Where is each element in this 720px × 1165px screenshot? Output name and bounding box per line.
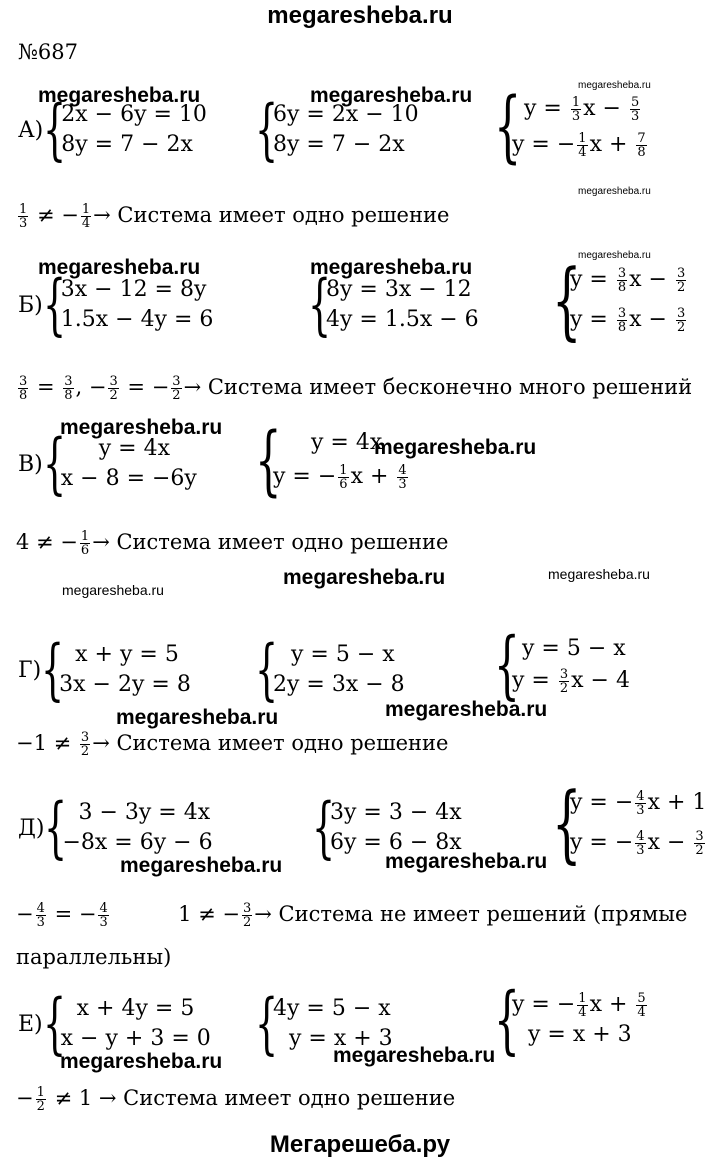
equation: x − y + 3 = 0	[60, 1026, 211, 1051]
watermark: megaresheba.ru	[548, 566, 650, 582]
part-g-system-3	[494, 622, 630, 708]
brace: {	[42, 985, 66, 1062]
watermark: megaresheba.ru	[578, 186, 651, 197]
brace: {	[494, 622, 520, 708]
part-e-system-3	[494, 977, 649, 1063]
part-g-system-2	[255, 631, 405, 708]
part-v-conclusion: 4 ≠ − $\frac{1}{6}$ → Система имеет одно решение	[16, 529, 449, 558]
part-v-system-2	[255, 415, 410, 504]
equation: y = − $\frac{1}{6}$ x + $\frac{4}{3}$	[273, 462, 407, 492]
brace: {	[312, 789, 336, 866]
brace: {	[44, 789, 68, 866]
watermark: megaresheba.ru	[116, 706, 279, 729]
equation: 4y = 5 − x	[273, 996, 391, 1021]
equation: y = − $\frac{4}{3}$ x + 1	[570, 788, 707, 818]
brace: {	[552, 251, 582, 349]
brace: {	[42, 266, 66, 343]
equation: x + 4y = 5	[76, 996, 195, 1021]
watermark: megaresheba.ru	[385, 850, 548, 873]
part-d-conclusion-cont: параллельны)	[16, 945, 172, 969]
brace: {	[41, 631, 65, 708]
watermark: megaresheba.ru	[310, 256, 473, 279]
part-e-system-1	[18, 985, 211, 1062]
part-d-conclusion: − $\frac{4}{3}$ = − $\frac{4}{3}$ 1 ≠ − $\frac{3}{2}$ → Система не имеет решений (прямые	[16, 901, 688, 930]
equation: y = 5 − x	[522, 636, 626, 661]
brace: {	[255, 985, 279, 1062]
brace: {	[255, 631, 279, 708]
equation: y = − $\frac{1}{4}$ x + $\frac{7}{8}$	[512, 130, 646, 160]
equation: y = $\frac{3}{8}$ x − $\frac{3}{2}$	[570, 265, 686, 295]
problem-number: №687	[18, 40, 78, 64]
equation: y = $\frac{3}{8}$ x − $\frac{3}{2}$	[570, 305, 686, 335]
equation: 3y = 3 − 4x	[330, 800, 462, 825]
watermark: megaresheba.ru	[120, 854, 283, 877]
brace: {	[43, 91, 67, 168]
part-e-conclusion: − $\frac{1}{2}$ ≠ 1 → Система имеет одно решение	[16, 1085, 456, 1114]
equation: y = 5 − x	[291, 642, 395, 667]
brace: {	[494, 82, 522, 172]
brace: {	[255, 415, 282, 504]
watermark: megaresheba.ru	[38, 256, 201, 279]
part-label: Г)	[18, 657, 42, 683]
part-label: Д)	[18, 815, 45, 841]
equation: y = x + 3	[528, 1022, 632, 1047]
brace: {	[42, 425, 66, 502]
watermark: megaresheba.ru	[385, 698, 548, 721]
equation: 2x − 6y = 10	[61, 102, 207, 127]
part-label: Б)	[18, 292, 43, 318]
part-d-system-3	[552, 774, 707, 872]
watermark: megaresheba.ru	[62, 582, 164, 598]
equation: y = 4x	[98, 436, 171, 461]
brace: {	[308, 266, 332, 343]
watermark: megaresheba.ru	[60, 416, 223, 439]
watermark: megaresheba.ru	[333, 1044, 496, 1067]
equation: 6y = 2x − 10	[273, 102, 419, 127]
equation: y = − $\frac{1}{4}$ x + $\frac{5}{4}$	[512, 990, 646, 1020]
part-d-system-2	[312, 789, 462, 866]
equation: y = $\frac{3}{2}$ x − 4	[512, 666, 630, 696]
part-g-system-1	[18, 631, 191, 708]
site-header[interactable]: megaresheba.ru	[267, 2, 453, 29]
equation: 3 − 3y = 4x	[78, 800, 211, 825]
equation: x + y = 5	[75, 642, 179, 667]
equation: 3x − 12 = 8y	[60, 277, 207, 302]
equation: x − 8 = −6y	[60, 466, 197, 491]
equation: y = 4x	[311, 430, 383, 455]
equation: 3x − 2y = 8	[59, 672, 191, 697]
equation: y = $\frac{1}{3}$ x − $\frac{5}{3}$	[524, 94, 640, 124]
brace: {	[552, 774, 582, 872]
equation: y = − $\frac{4}{3}$ x − $\frac{3}{2}$	[570, 828, 704, 858]
watermark: megaresheba.ru	[578, 80, 651, 91]
part-g-conclusion: −1 ≠ $\frac{3}{2}$ → Система имеет одно решение	[16, 730, 449, 759]
equation: −8x = 6y − 6	[62, 830, 213, 855]
watermark: megaresheba.ru	[310, 84, 473, 107]
equation: 8y = 3x − 12	[326, 277, 472, 302]
equation: y = x + 3	[289, 1026, 393, 1051]
equation: 6y = 6 − 8x	[330, 830, 462, 855]
part-label: А)	[18, 117, 44, 143]
part-d-system-1	[18, 789, 213, 866]
equation: 8y = 7 − 2x	[273, 132, 405, 157]
part-label: В)	[18, 451, 43, 477]
brace: {	[494, 977, 520, 1063]
equation: 4y = 1.5x − 6	[326, 307, 479, 332]
watermark: megaresheba.ru	[283, 566, 446, 589]
part-b-conclusion: $\frac{3}{8}$ = $\frac{3}{8}$ , − $\frac{3}{2}$ = − $\frac{3}{2}$ → Система имеет бесконечно много решений	[19, 374, 693, 403]
watermark: megaresheba.ru	[60, 1050, 223, 1073]
site-footer[interactable]: Мегарешеба.ру	[269, 1131, 451, 1158]
part-a-system-2	[255, 91, 419, 168]
equation: 1.5x − 4y = 6	[60, 307, 214, 332]
part-a-conclusion: $\frac{1}{3}$ ≠ − $\frac{1}{4}$ → Система имеет одно решение	[19, 202, 450, 231]
watermark: megaresheba.ru	[38, 84, 201, 107]
brace: {	[255, 91, 279, 168]
equation: 2y = 3x − 8	[273, 672, 405, 697]
part-label: Е)	[18, 1011, 43, 1037]
watermark: megaresheba.ru	[374, 436, 537, 459]
equation: 8y = 7 − 2x	[61, 132, 193, 157]
watermark: megaresheba.ru	[578, 250, 651, 261]
